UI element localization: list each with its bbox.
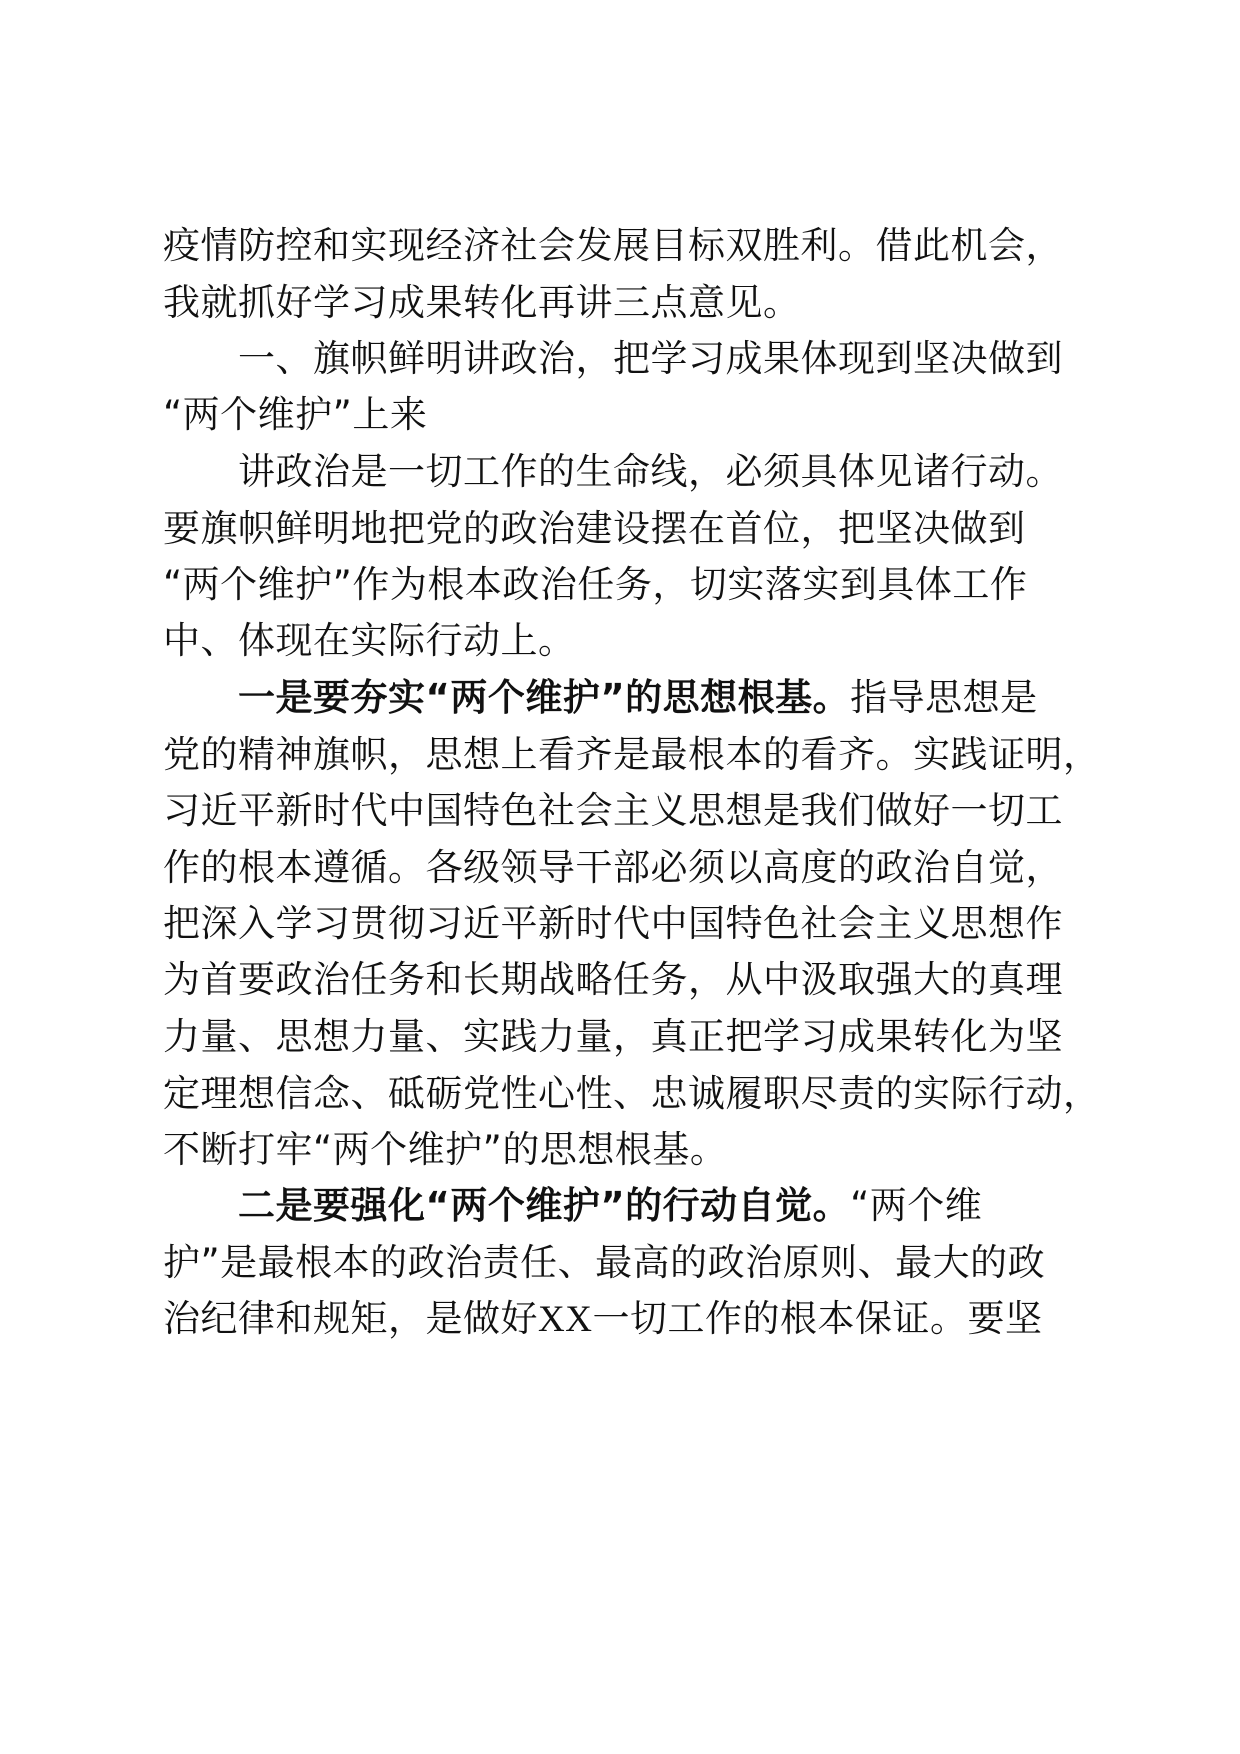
- text-line: [238, 666, 1108, 730]
- text-line: [163, 214, 1103, 278]
- text-line: [238, 440, 1108, 504]
- text-span: 力量、思想力量、实践力量，真正把学习成果转化为坚: [163, 1015, 1063, 1058]
- text-span: 一切工作的根本保证。要坚: [592, 1297, 1043, 1340]
- section-heading-line: [163, 383, 1103, 447]
- text-span: “两个维: [850, 1184, 983, 1227]
- text-line: [163, 723, 1103, 787]
- text-line: [163, 1005, 1103, 1069]
- text-span: 党的精神旗帜，思想上看齐是最根本的看齐。实践证明，: [163, 733, 1101, 776]
- text-line: [163, 1118, 1103, 1182]
- text-span: 中、体现在实际行动上。: [163, 619, 576, 662]
- text-span: 作的根本遵循。各级领导干部必须以高度的政治自觉，: [163, 846, 1063, 889]
- text-line: [163, 779, 1103, 843]
- text-line: [163, 1231, 1103, 1295]
- section-heading-text: 一、旗帜鲜明讲政治，把学习成果体现到坚决做到: [238, 337, 1063, 380]
- text-span: 治纪律和规矩，是做好: [163, 1297, 538, 1340]
- text-line: [163, 948, 1103, 1012]
- text-line: [163, 836, 1103, 900]
- text-line: [163, 553, 1103, 617]
- text-span: 我就抓好学习成果转化再讲三点意见。: [163, 281, 801, 324]
- text-span: 定理想信念、砥砺党性心性、忠诚履职尽责的实际行动，: [163, 1072, 1101, 1115]
- bold-subheading: 二是要强化“两个维护”的行动自觉。: [238, 1184, 851, 1227]
- text-span: 指导思想是: [850, 676, 1038, 719]
- text-span: 疫情防控和实现经济社会发展目标双胜利。借此机会，: [163, 224, 1063, 267]
- placeholder-text: XX: [538, 1299, 593, 1340]
- section-heading-line: [238, 327, 1108, 391]
- text-span: 要旗帜鲜明地把党的政治建设摆在首位，把坚决做到: [163, 507, 1026, 550]
- text-span: 讲政治是一切工作的生命线，必须具体见诸行动。: [238, 450, 1063, 493]
- text-line: [163, 271, 1103, 335]
- text-line: [238, 1174, 1108, 1238]
- text-line: [163, 1062, 1103, 1126]
- text-line: [163, 892, 1103, 956]
- text-span: 护”是最根本的政治责任、最高的政治原则、最大的政: [163, 1241, 1046, 1284]
- text-line: [163, 1287, 1103, 1351]
- text-span: “两个维护”作为根本政治任务，切实落实到具体工作: [163, 563, 1028, 606]
- text-span: 为首要政治任务和长期战略任务，从中汲取强大的真理: [163, 958, 1063, 1001]
- bold-subheading: 一是要夯实“两个维护”的思想根基。: [238, 676, 851, 719]
- text-line: [163, 497, 1103, 561]
- text-span: 习近平新时代中国特色社会主义思想是我们做好一切工: [163, 789, 1063, 832]
- text-span: 把深入学习贯彻习近平新时代中国特色社会主义思想作: [163, 902, 1063, 945]
- text-line: [163, 609, 1103, 673]
- text-span: 不断打牢“两个维护”的思想根基。: [163, 1128, 728, 1171]
- section-heading-text: “两个维护”上来: [163, 393, 428, 436]
